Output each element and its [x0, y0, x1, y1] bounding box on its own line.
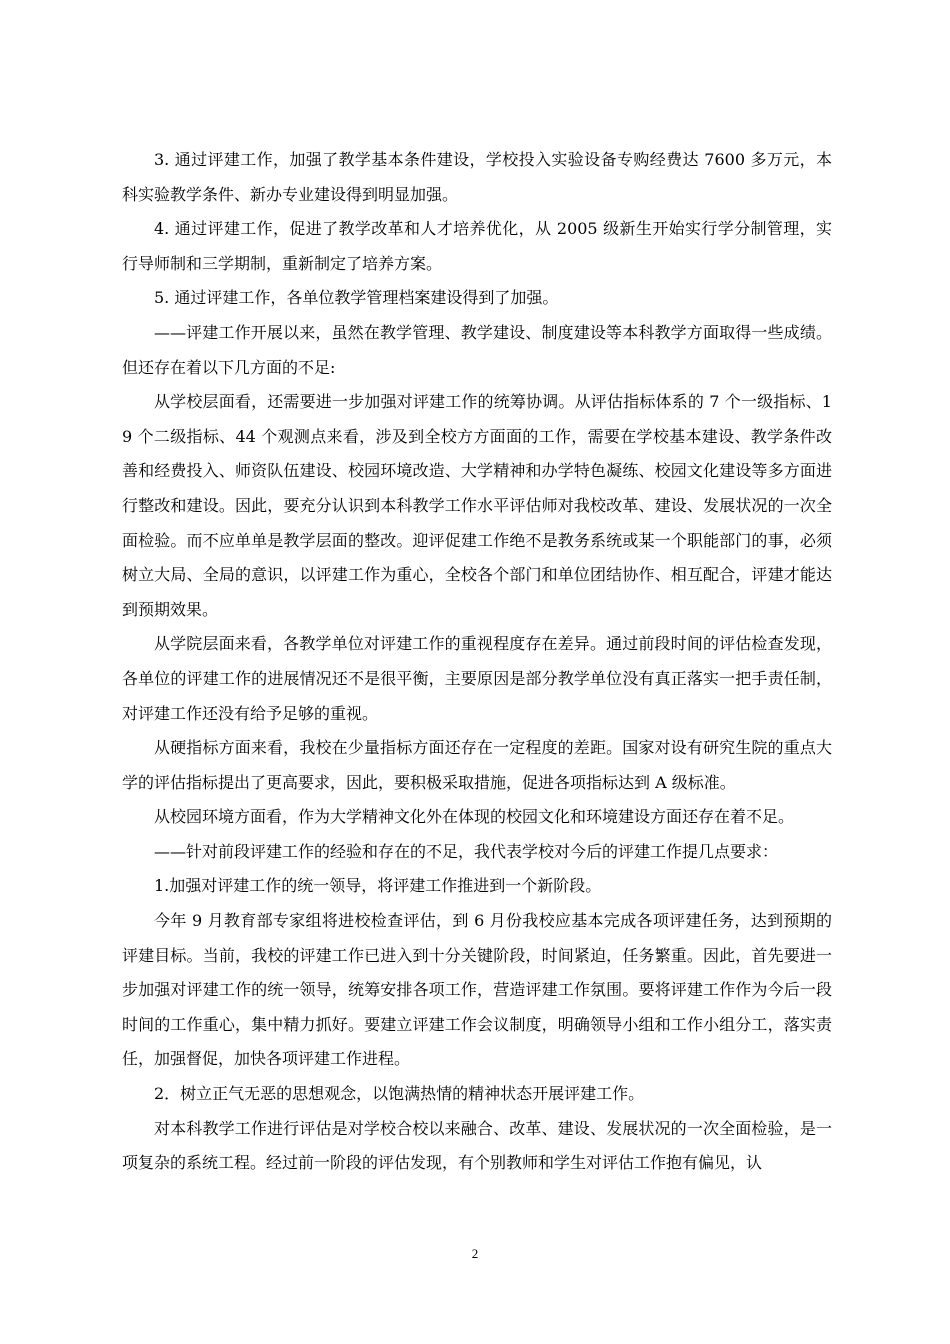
document-body: [122, 143, 832, 1181]
paragraph-8: 从校园环境方面看，作为大学精神文化外在体现的校园文化和环境建设方面还存在着不足。: [154, 807, 795, 827]
paragraph-12: 2．树立正气无恶的思想观念，以饱满热情的精神状态开展评建工作。: [154, 1084, 645, 1104]
paragraph-13: 对本科教学工作进行评估是对学校合校以来融合、改革、建设、发展状况的一次全面检验，是一项复杂的系统工程。经过前一阶段的评估发现，有个别教师和学生对评估工作抱有偏见，认: [122, 1118, 832, 1173]
paragraph-7: 从硬指标方面来看，我校在少量指标方面还存在一定程度的差距。国家对设有研究生院的重点大学的评估指标提出了更高要求，因此，要积极采取措施，促进各项指标达到 A 级标准。: [122, 738, 832, 792]
paragraph-1: 3. 通过评建工作，加强了教学基本条件建设，学校投入实验设备专购经费达 7600 多万元，本科实验教学条件、新办专业建设得到明显加强。: [122, 150, 832, 204]
paragraph-6: 从学院层面来看，各教学单位对评建工作的重视程度存在差异。通过前段时间的评估检查发现，各单位的评建工作的进展情况还不是很平衡，主要原因是部分教学单位没有真正落实一把手责任制，对评建工作还没有给予足够的重视。: [122, 634, 832, 723]
paragraph-11: 今年 9 月教育部专家组将进校检查评估，到 6 月份我校应基本完成各项评建任务，达到预期的评建目标。当前，我校的评建工作已进入到十分关键阶段，时间紧迫，任务繁重。因此，首先要进一步加强对评建工作的统一领导，统筹安排各项工作，营造评建工作氛围。要将评建工作作为今后一段时间的工作重心，集中精力抓好。要建立评建工作会议制度，明确领导小组和工作小组分工，落实责任，加强督促，加快各项评建工作进程。: [122, 911, 832, 1069]
page-number: 2: [471, 1246, 479, 1261]
paragraph-2: 4. 通过评建工作，促进了教学改革和人才培养优化，从 2005 级新生开始实行学分制管理，实行导师制和三学期制，重新制定了培养方案。: [122, 219, 832, 273]
paragraph-5: 从学校层面看，还需要进一步加强对评建工作的统筹协调。从评估指标体系的 7 个一级指标、19 个二级指标、44 个观测点来看，涉及到全校方方面面的工作，需要在学校基本建设、教学条件改善和经费投入、师资队伍建设、校园环境改造、大学精神和办学特色凝练、校园文化建设等多方面进行整改和建设。因此，要充分认识到本科教学工作水平评估师对我校改革、建设、发展状况的一次全面检验。而不应单单是教学层面的整改。迎评促建工作绝不是教务系统或某一个职能部门的事，必须树立大局、全局的意识，以评建工作为重心，全校各个部门和单位团结协作、相互配合，评建才能达到预期效果。: [122, 392, 832, 619]
paragraph-10: 1.加强对评建工作的统一领导，将评建工作推进到一个新阶段。: [154, 876, 602, 896]
paragraph-9: ——针对前段评建工作的经验和存在的不足，我代表学校对今后的评建工作提几点要求：: [154, 841, 779, 861]
paragraph-3: 5. 通过评建工作，各单位教学管理档案建设得到了加强。: [154, 288, 559, 308]
paragraph-4: ——评建工作开展以来，虽然在教学管理、教学建设、制度建设等本科教学方面取得一些成绩。但还存在着以下几方面的不足:: [122, 322, 832, 377]
